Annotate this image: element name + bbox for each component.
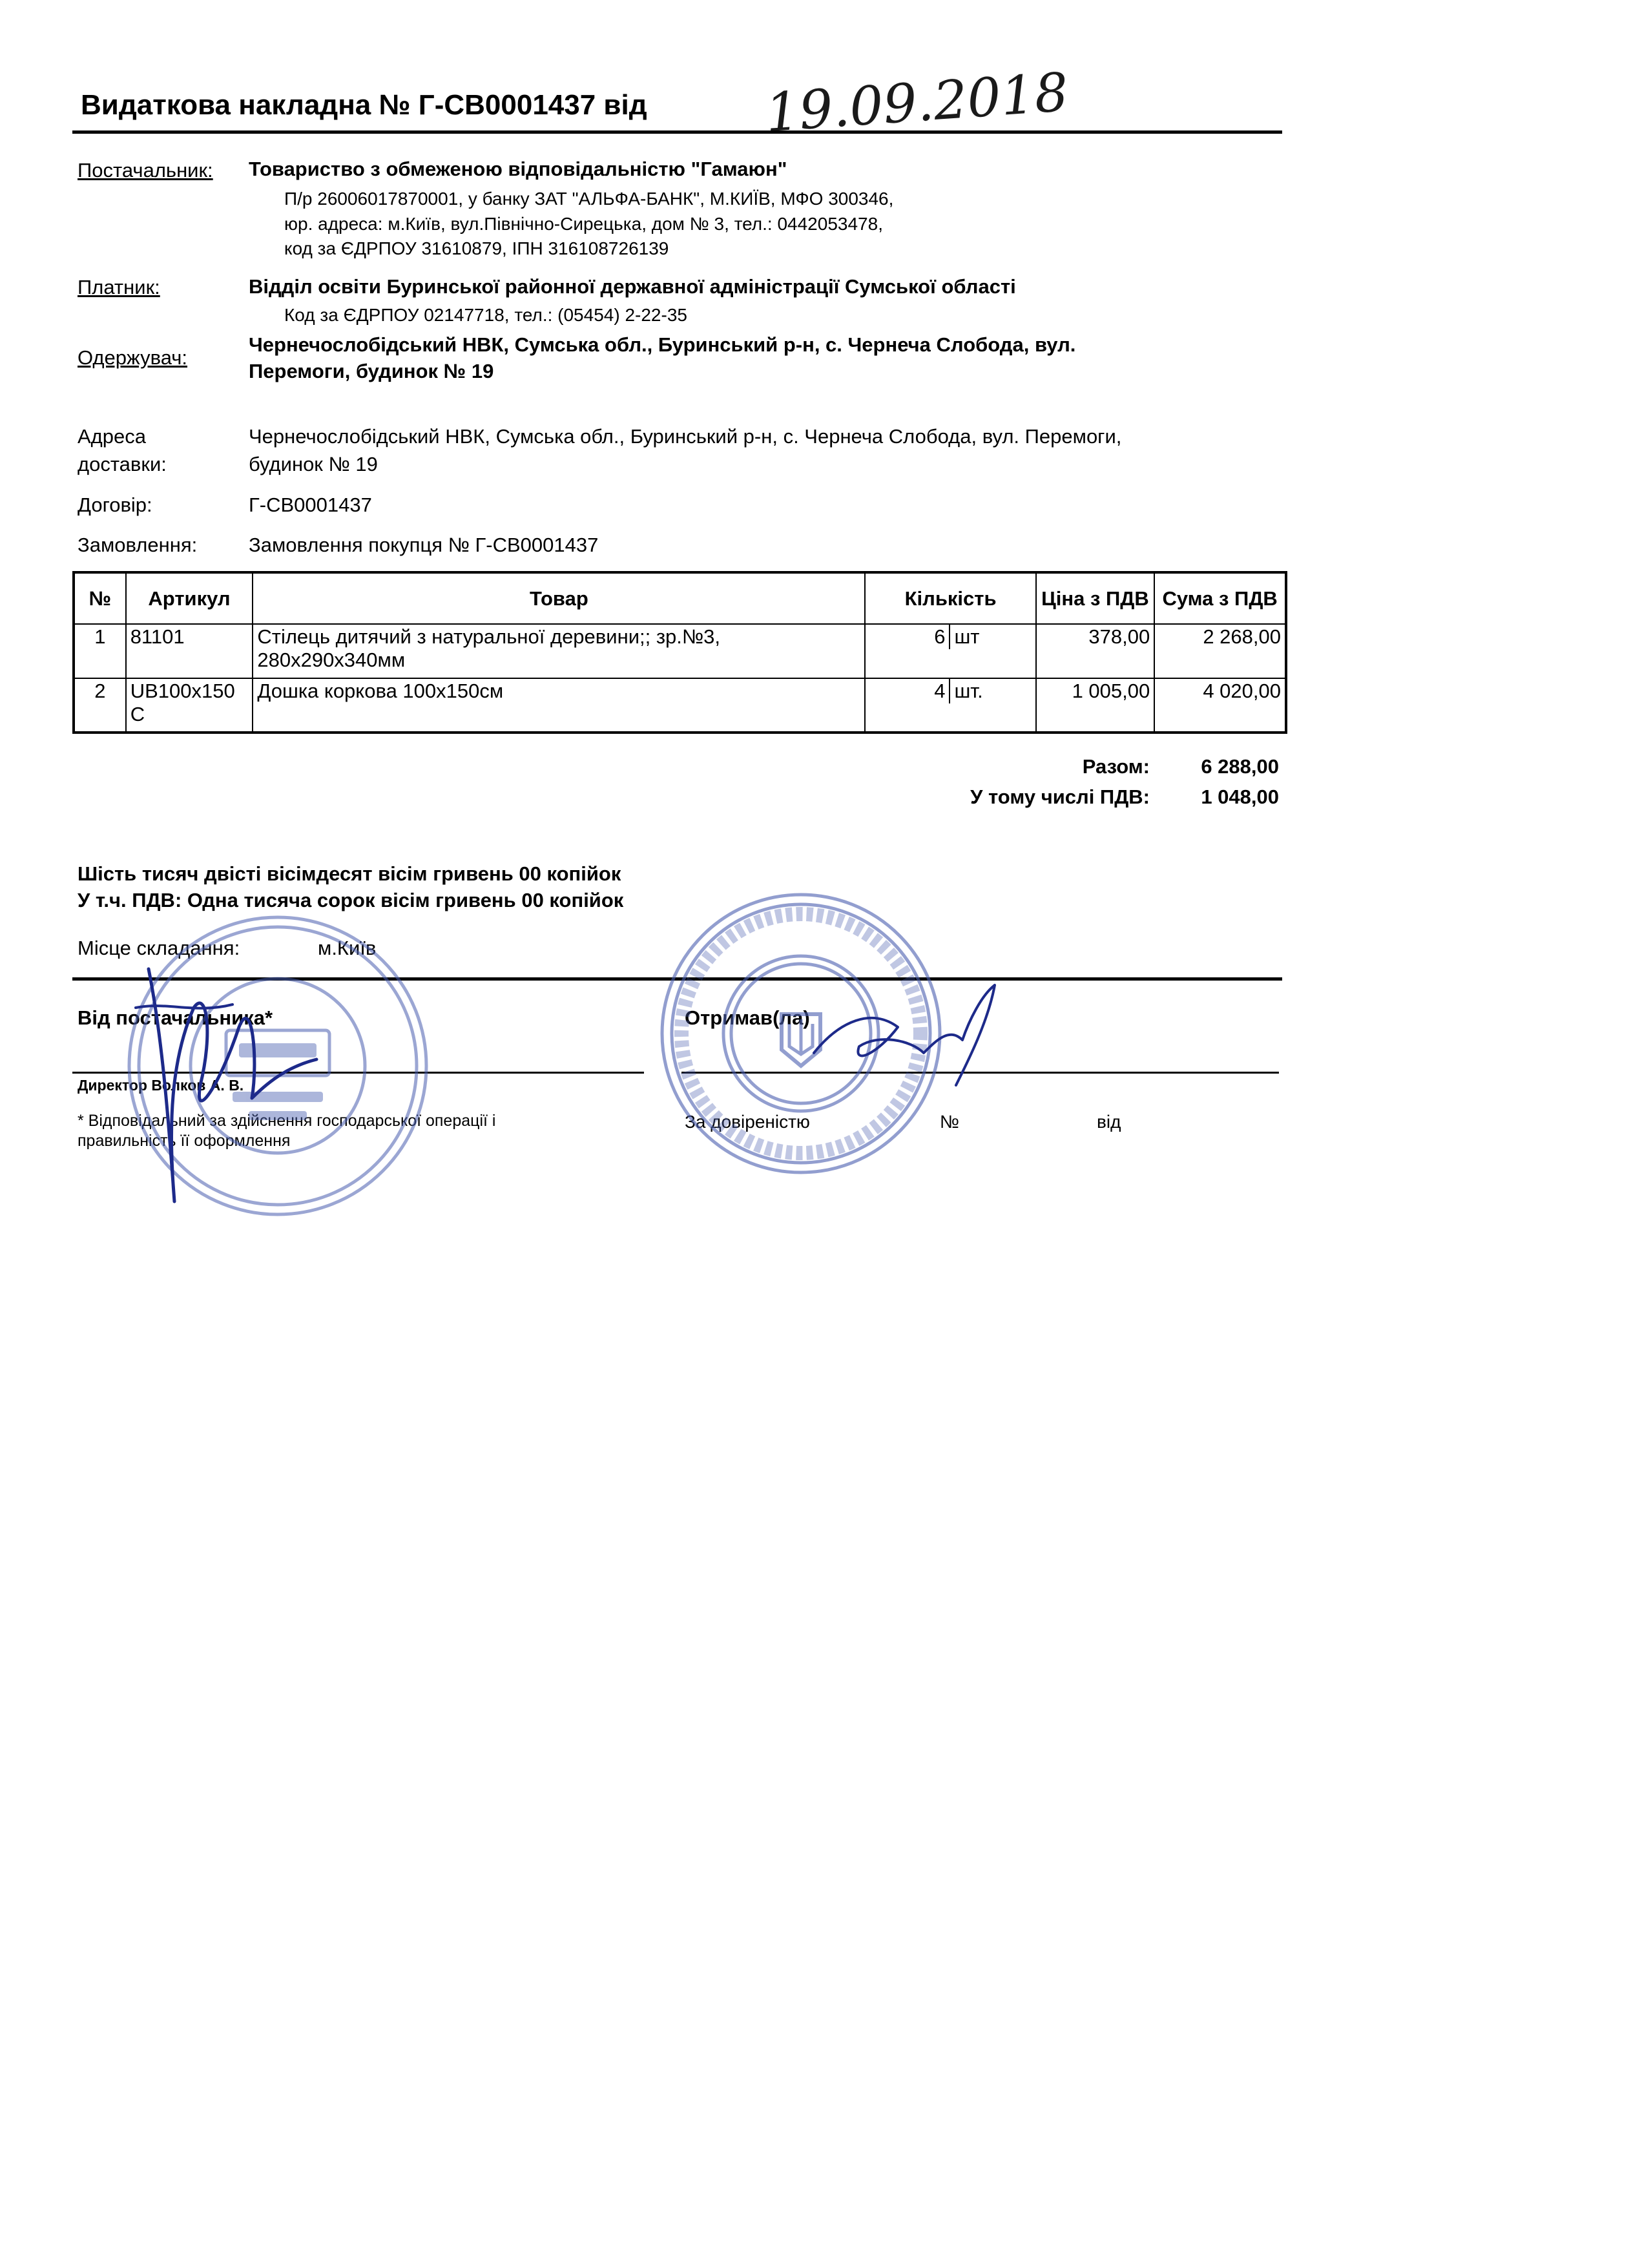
from-supplier-label: Від постачальника* — [78, 1006, 273, 1029]
cell-price: 378,00 — [1036, 624, 1155, 678]
order-label: Замовлення: — [78, 534, 198, 556]
recipient-name-line2: Перемоги, будинок № 19 — [249, 360, 494, 382]
col-header-item: Товар — [253, 572, 865, 624]
payer-name: Відділ освіти Буринської районної державної адміністрації Сумської області — [249, 275, 1016, 298]
order-value: Замовлення покупця № Г-СВ0001437 — [249, 534, 599, 556]
col-header-price: Ціна з ПДВ — [1036, 572, 1155, 624]
cell-item: Стілець дитячий з натуральної деревини;; зр.№3, 280х290х340мм — [253, 624, 865, 678]
recipient-signature — [801, 982, 1008, 1092]
table-row — [74, 624, 1286, 678]
supplier-code-line: код за ЄДРПОУ 31610879, ІПН 316108726139 — [284, 238, 669, 258]
place-value: м.Київ — [318, 937, 377, 959]
proxy-label: За довіреністю — [685, 1112, 810, 1132]
col-header-sku: Артикул — [126, 572, 253, 624]
vat-value: 1 048,00 — [1201, 785, 1279, 808]
cell-sum: 2 268,00 — [1154, 624, 1286, 678]
cell-sku: UB100x150C — [126, 678, 253, 733]
col-header-sum: Сума з ПДВ — [1154, 572, 1286, 624]
table-row — [74, 678, 1286, 733]
document-title: Видаткова накладна № Г-СВ0001437 від — [81, 89, 647, 121]
contract-value: Г-СВ0001437 — [249, 494, 372, 516]
proxy-date-label: від — [1097, 1112, 1121, 1132]
quantity-unit: шт. — [954, 680, 983, 702]
table-header-row — [74, 572, 1286, 624]
cell-price: 1 005,00 — [1036, 678, 1155, 733]
supplier-signature — [123, 930, 336, 1214]
total-label: Разом: — [1082, 755, 1150, 778]
vat-label: У тому числі ПДВ: — [970, 785, 1150, 808]
total-value: 6 288,00 — [1201, 755, 1279, 778]
cell-number: 1 — [74, 624, 126, 678]
cell-quantity — [865, 678, 1035, 733]
cell-number: 2 — [74, 678, 126, 733]
recipient-name-line1: Чернечослобідський НВК, Сумська обл., Буринський р-н, с. Чернеча Слобода, вул. — [249, 333, 1076, 356]
payer-label: Платник: — [78, 276, 160, 298]
quantity-unit: шт — [954, 625, 980, 648]
title-underline — [72, 130, 1282, 134]
quantity-value: 6 — [866, 625, 950, 649]
received-label: Отримав(ла) — [685, 1006, 810, 1029]
supplier-bank-line: П/р 26006017870001, у банку ЗАТ "АЛЬФА-БАНК", М.КИЇВ, МФО 300346, — [284, 189, 894, 209]
delivery-address-line1: Чернечослобідський НВК, Сумська обл., Буринський р-н, с. Чернеча Слобода, вул. Перемоги, — [249, 425, 1122, 448]
cell-quantity — [865, 624, 1035, 678]
supplier-name: Товариство з обмеженою відповідальністю "Гамаюн" — [249, 158, 787, 180]
col-header-number: № — [74, 572, 126, 624]
quantity-value: 4 — [866, 679, 950, 703]
director-name: Директор Волков А. В. — [78, 1077, 244, 1094]
cell-sum: 4 020,00 — [1154, 678, 1286, 733]
goods-table — [72, 571, 1287, 734]
vat-in-words: У т.ч. ПДВ: Одна тисяча сорок вісім гривень 00 копійок — [78, 889, 624, 911]
cell-sku: 81101 — [126, 624, 253, 678]
amount-in-words: Шість тисяч двісті вісімдесят вісім гривень 00 копійок — [78, 862, 621, 885]
col-header-quantity: Кількість — [865, 572, 1035, 624]
recipient-label: Одержувач: — [78, 346, 188, 369]
footnote-line1: * Відповідальний за здійснення господарської операції і — [78, 1112, 496, 1130]
handwritten-date-text: 19.09.2018 — [763, 61, 1070, 145]
supplier-label: Постачальник: — [78, 159, 213, 182]
supplier-address-line: юр. адреса: м.Київ, вул.Північно-Сирецька, дом № 3, тел.: 0442053478, — [284, 214, 883, 234]
proxy-number-label: № — [940, 1112, 960, 1132]
delivery-label-line2: доставки: — [78, 453, 167, 475]
delivery-label-line1: Адреса — [78, 425, 146, 448]
contract-label: Договір: — [78, 494, 152, 516]
payer-code-line: Код за ЄДРПОУ 02147718, тел.: (05454) 2-22-35 — [284, 305, 687, 325]
place-label: Місце складання: — [78, 937, 240, 959]
cell-item: Дошка коркова 100х150см — [253, 678, 865, 733]
delivery-address-line2: будинок № 19 — [249, 453, 378, 475]
footnote-line2: правильність її оформлення — [78, 1132, 291, 1150]
